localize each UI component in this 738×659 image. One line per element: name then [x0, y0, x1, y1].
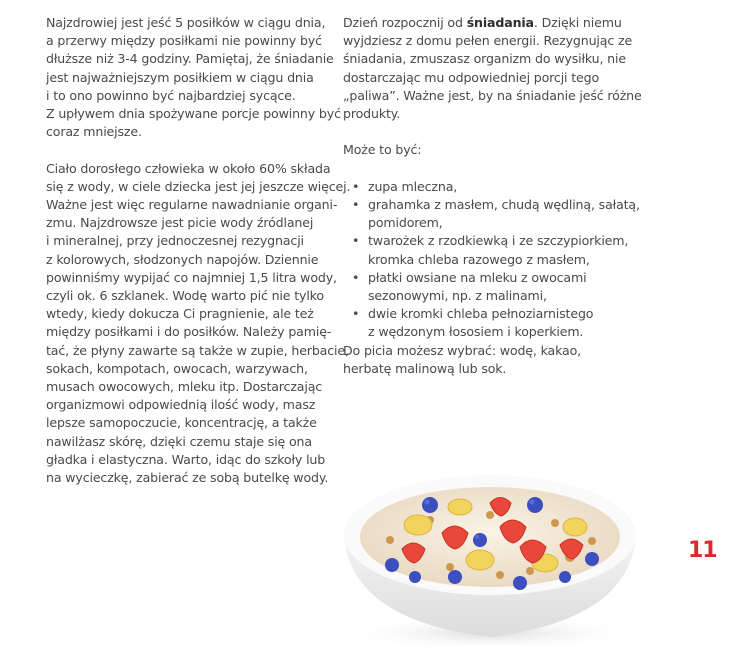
text-line: powinniśmy wypijać co najmniej 1,5 litra wody,: [46, 269, 337, 285]
text-line: produkty.: [343, 106, 401, 122]
text-line: dostarczając mu odpowiedniej porcji tego: [343, 69, 600, 85]
breakfast-bold: śniadania: [466, 15, 534, 30]
paragraph-meals: [46, 14, 341, 141]
list-item-text: z wędzonym łososiem i koperkiem.: [368, 324, 584, 340]
text-line: organizmowi odpowiednią ilość wody, masz: [46, 397, 316, 413]
list-item-text: • grahamka z masłem, chudą wędliną, sałatą,: [368, 197, 640, 212]
list-item-text: • twarożek z rzodkiewką i ze szczypiorkiem,: [368, 233, 629, 249]
cereal-bowl-icon: [330, 445, 650, 655]
text-line: zmu. Najzdrowsze jest picie wody źródlanej: [46, 215, 314, 231]
text-line: nawilżasz skórę, dzięki czemu staje się ona: [46, 433, 312, 449]
list-item-text: • zupa mleczna,: [368, 178, 458, 194]
list-item: [343, 305, 643, 341]
text-line: Ciało dorosłego człowieka w około 60% składa: [46, 160, 331, 176]
list-item: [343, 269, 643, 305]
paragraph-breakfast: [343, 14, 643, 123]
breakfast-list: [343, 178, 643, 342]
text-line: gładka i elastyczna. Warto, idąc do szkoły lub: [46, 451, 326, 467]
list-item-text: kromka chleba razowego z masłem,: [368, 251, 590, 267]
text-line: a przerwy między posiłkami nie powinny być: [46, 33, 322, 49]
text-line: coraz mniejsze.: [46, 124, 142, 140]
list-intro: Może to być:: [343, 142, 422, 158]
text-line: tać, że płyny zawarte są także w zupie, herbacie,: [46, 342, 349, 358]
right-text-column: [343, 14, 643, 378]
text-line: [343, 14, 643, 32]
text-line: na wycieczkę, zabierać ze sobą butelkę wody.: [46, 470, 329, 486]
text-line: sokach, kompotach, owocach, warzywach,: [46, 360, 308, 376]
paragraph-water: [46, 160, 351, 488]
text-line: i mineralnej, przy jednoczesnej rezygnacji: [46, 233, 304, 249]
text-line: dłuższe niż 3-4 godziny. Pamiętaj, że śniadanie: [46, 51, 334, 67]
intro-text: . Dzięki niemu: [533, 15, 622, 30]
list-item-text: sezonowymi, np. z malinami,: [368, 288, 547, 304]
text-line: między posiłkami i do posiłków. Należy pamię-: [46, 324, 332, 340]
text-line: z kolorowych, słodzonych napojów. Dziennie: [46, 251, 319, 267]
list-item: [343, 232, 643, 268]
list-item-text: pomidorem,: [368, 215, 443, 231]
text-line: Do picia możesz wybrać: wodę, kakao,: [343, 342, 582, 358]
list-item-text: • płatki owsiane na mleku z owocami: [368, 269, 587, 285]
text-line: Ważne jest więc regularne nawadnianie organi-: [46, 197, 338, 213]
text-line: herbatę malinową lub sok.: [343, 360, 507, 376]
list-item: [343, 196, 643, 232]
text-line: czyli ok. 6 szklanek. Wodę warto pić nie tylko: [46, 288, 324, 304]
text-line: Najzdrowiej jest jeść 5 posiłków w ciągu dnia,: [46, 15, 326, 30]
text-line: i to ono powinno być najbardziej sycące.: [46, 87, 296, 103]
cereal-bowl-image: [330, 445, 650, 655]
text-line: lepsze samopoczucie, koncentrację, a także: [46, 415, 317, 431]
text-line: wyjdziesz z domu pełen energii. Rezygnując ze: [343, 33, 633, 49]
text-line: jest najważniejszym posiłkiem w ciągu dnia: [46, 69, 314, 85]
text-line: „paliwa”. Ważne jest, by na śniadanie jeść różne: [343, 87, 642, 103]
text-line: musach owocowych, mleku itp. Dostarczając: [46, 379, 323, 395]
page-number: 11: [688, 538, 717, 563]
left-text-column: [46, 14, 351, 487]
list-item: [343, 178, 643, 196]
text-line: śniadania, zmuszasz organizm do wysiłku, nie: [343, 51, 626, 67]
text-line: się z wody, w ciele dziecka jest jej jeszcze więcej.: [46, 178, 351, 194]
intro-text: Dzień rozpocznij od: [343, 15, 467, 30]
list-item-text: • dwie kromki chleba pełnoziarnistego: [368, 306, 594, 322]
paragraph-drinks: [343, 342, 643, 378]
text-line: Z upływem dnia spożywane porcje powinny być: [46, 106, 341, 122]
text-line: wtedy, kiedy dokucza Ci pragnienie, ale też: [46, 306, 314, 322]
